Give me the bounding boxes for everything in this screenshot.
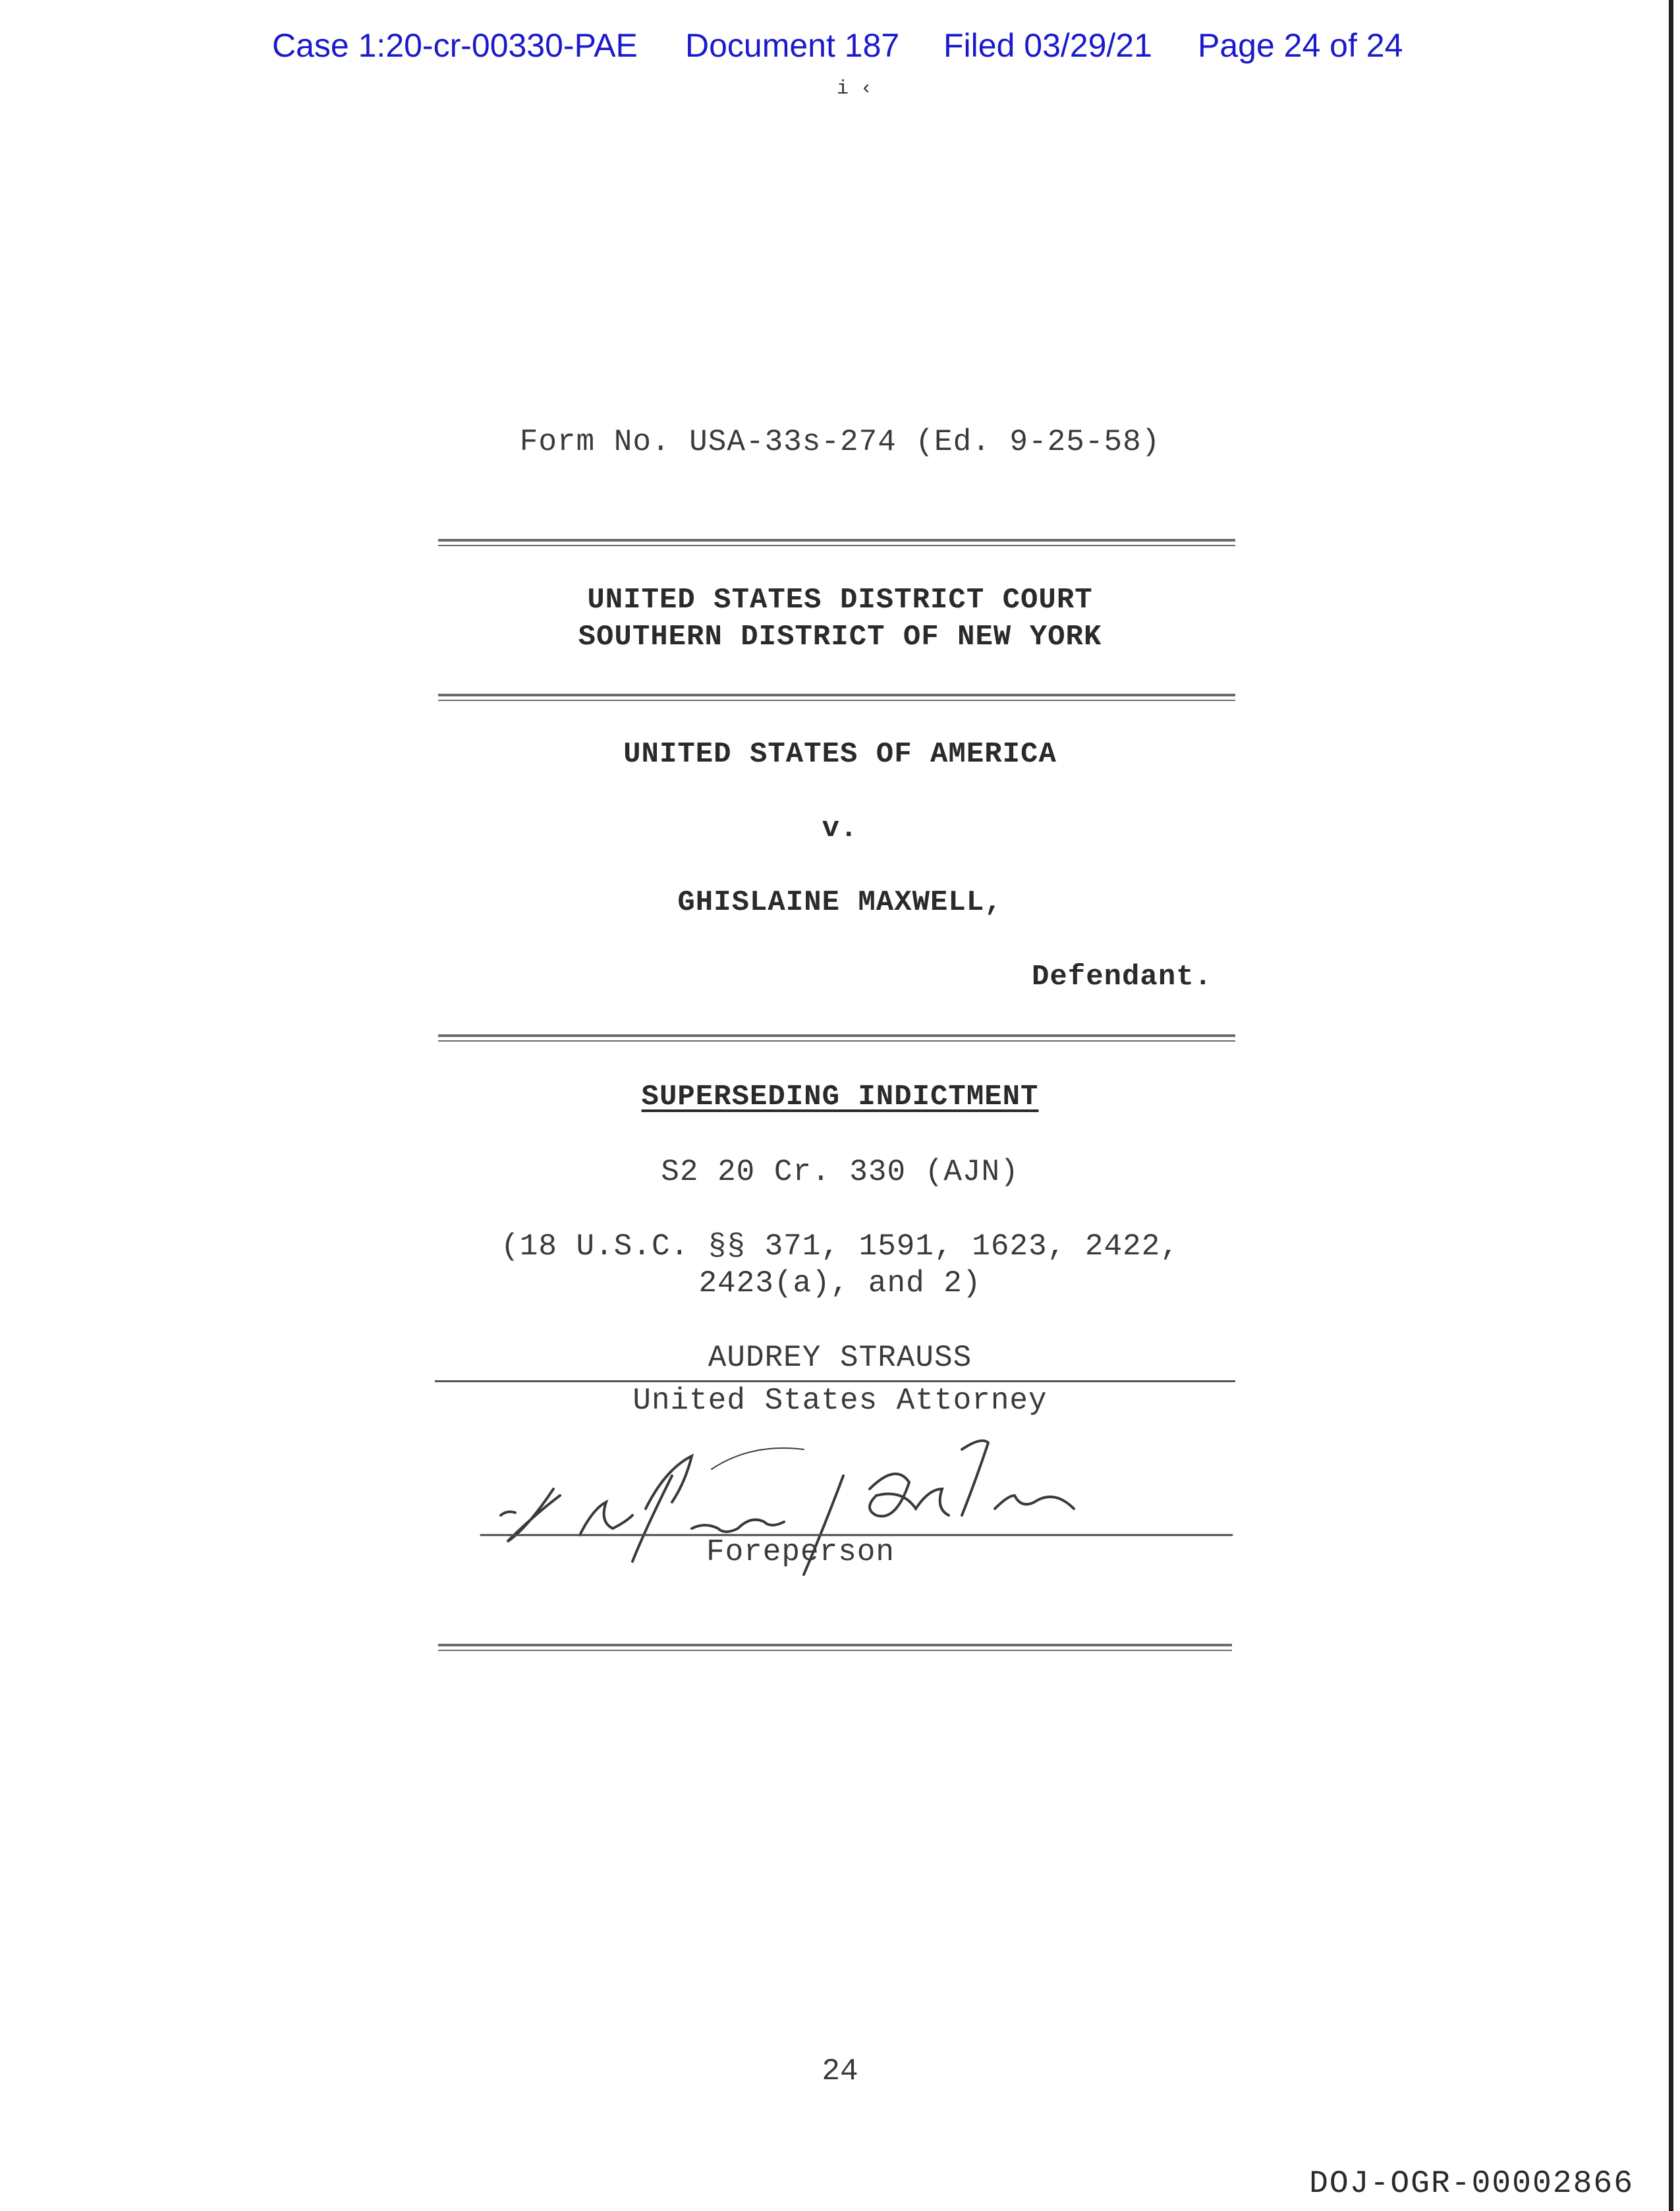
stray-scan-marks: i ‹	[837, 78, 873, 100]
filed-date-stamp: Filed 03/29/21	[943, 27, 1152, 64]
foreperson-signature	[474, 1430, 1239, 1594]
page-number: 24	[822, 2054, 858, 2088]
bates-number: DOJ-OGR-00002866	[1309, 2166, 1634, 2202]
double-rule-caption	[438, 1034, 1235, 1044]
statutes-line1: (18 U.S.C. §§ 371, 1591, 1623, 2422,	[501, 1229, 1179, 1264]
versus: v.	[822, 812, 858, 845]
court-name-line1: UNITED STATES DISTRICT COURT	[587, 584, 1093, 617]
form-number: Form No. USA-33s-274 (Ed. 9-25-58)	[519, 425, 1161, 459]
defendant-name: GHISLAINE MAXWELL,	[677, 886, 1003, 919]
statutes-line2: 2423(a), and 2)	[698, 1266, 982, 1301]
page-count-stamp: Page 24 of 24	[1198, 27, 1403, 64]
double-rule-bottom	[438, 1644, 1232, 1653]
court-name-line2: SOUTHERN DISTRICT OF NEW YORK	[578, 621, 1102, 654]
double-rule-top	[438, 539, 1235, 548]
double-rule-court	[438, 694, 1235, 703]
defendant-label: Defendant.	[1032, 961, 1213, 994]
case-number-stamp: Case 1:20-cr-00330-PAE	[272, 27, 638, 64]
attorney-signature-rule	[435, 1380, 1235, 1382]
attorney-title: United States Attorney	[632, 1384, 1048, 1418]
filing-header	[0, 26, 1680, 72]
document-title-wrap	[0, 1080, 1680, 1113]
plaintiff-name: UNITED STATES OF AMERICA	[623, 738, 1057, 771]
document-title: SUPERSEDING INDICTMENT	[641, 1080, 1039, 1113]
document-number-stamp: Document 187	[685, 27, 900, 64]
foreperson-label: Foreperson	[706, 1535, 895, 1569]
criminal-case-number: S2 20 Cr. 330 (AJN)	[661, 1155, 1019, 1189]
attorney-name: AUDREY STRAUSS	[708, 1341, 972, 1375]
